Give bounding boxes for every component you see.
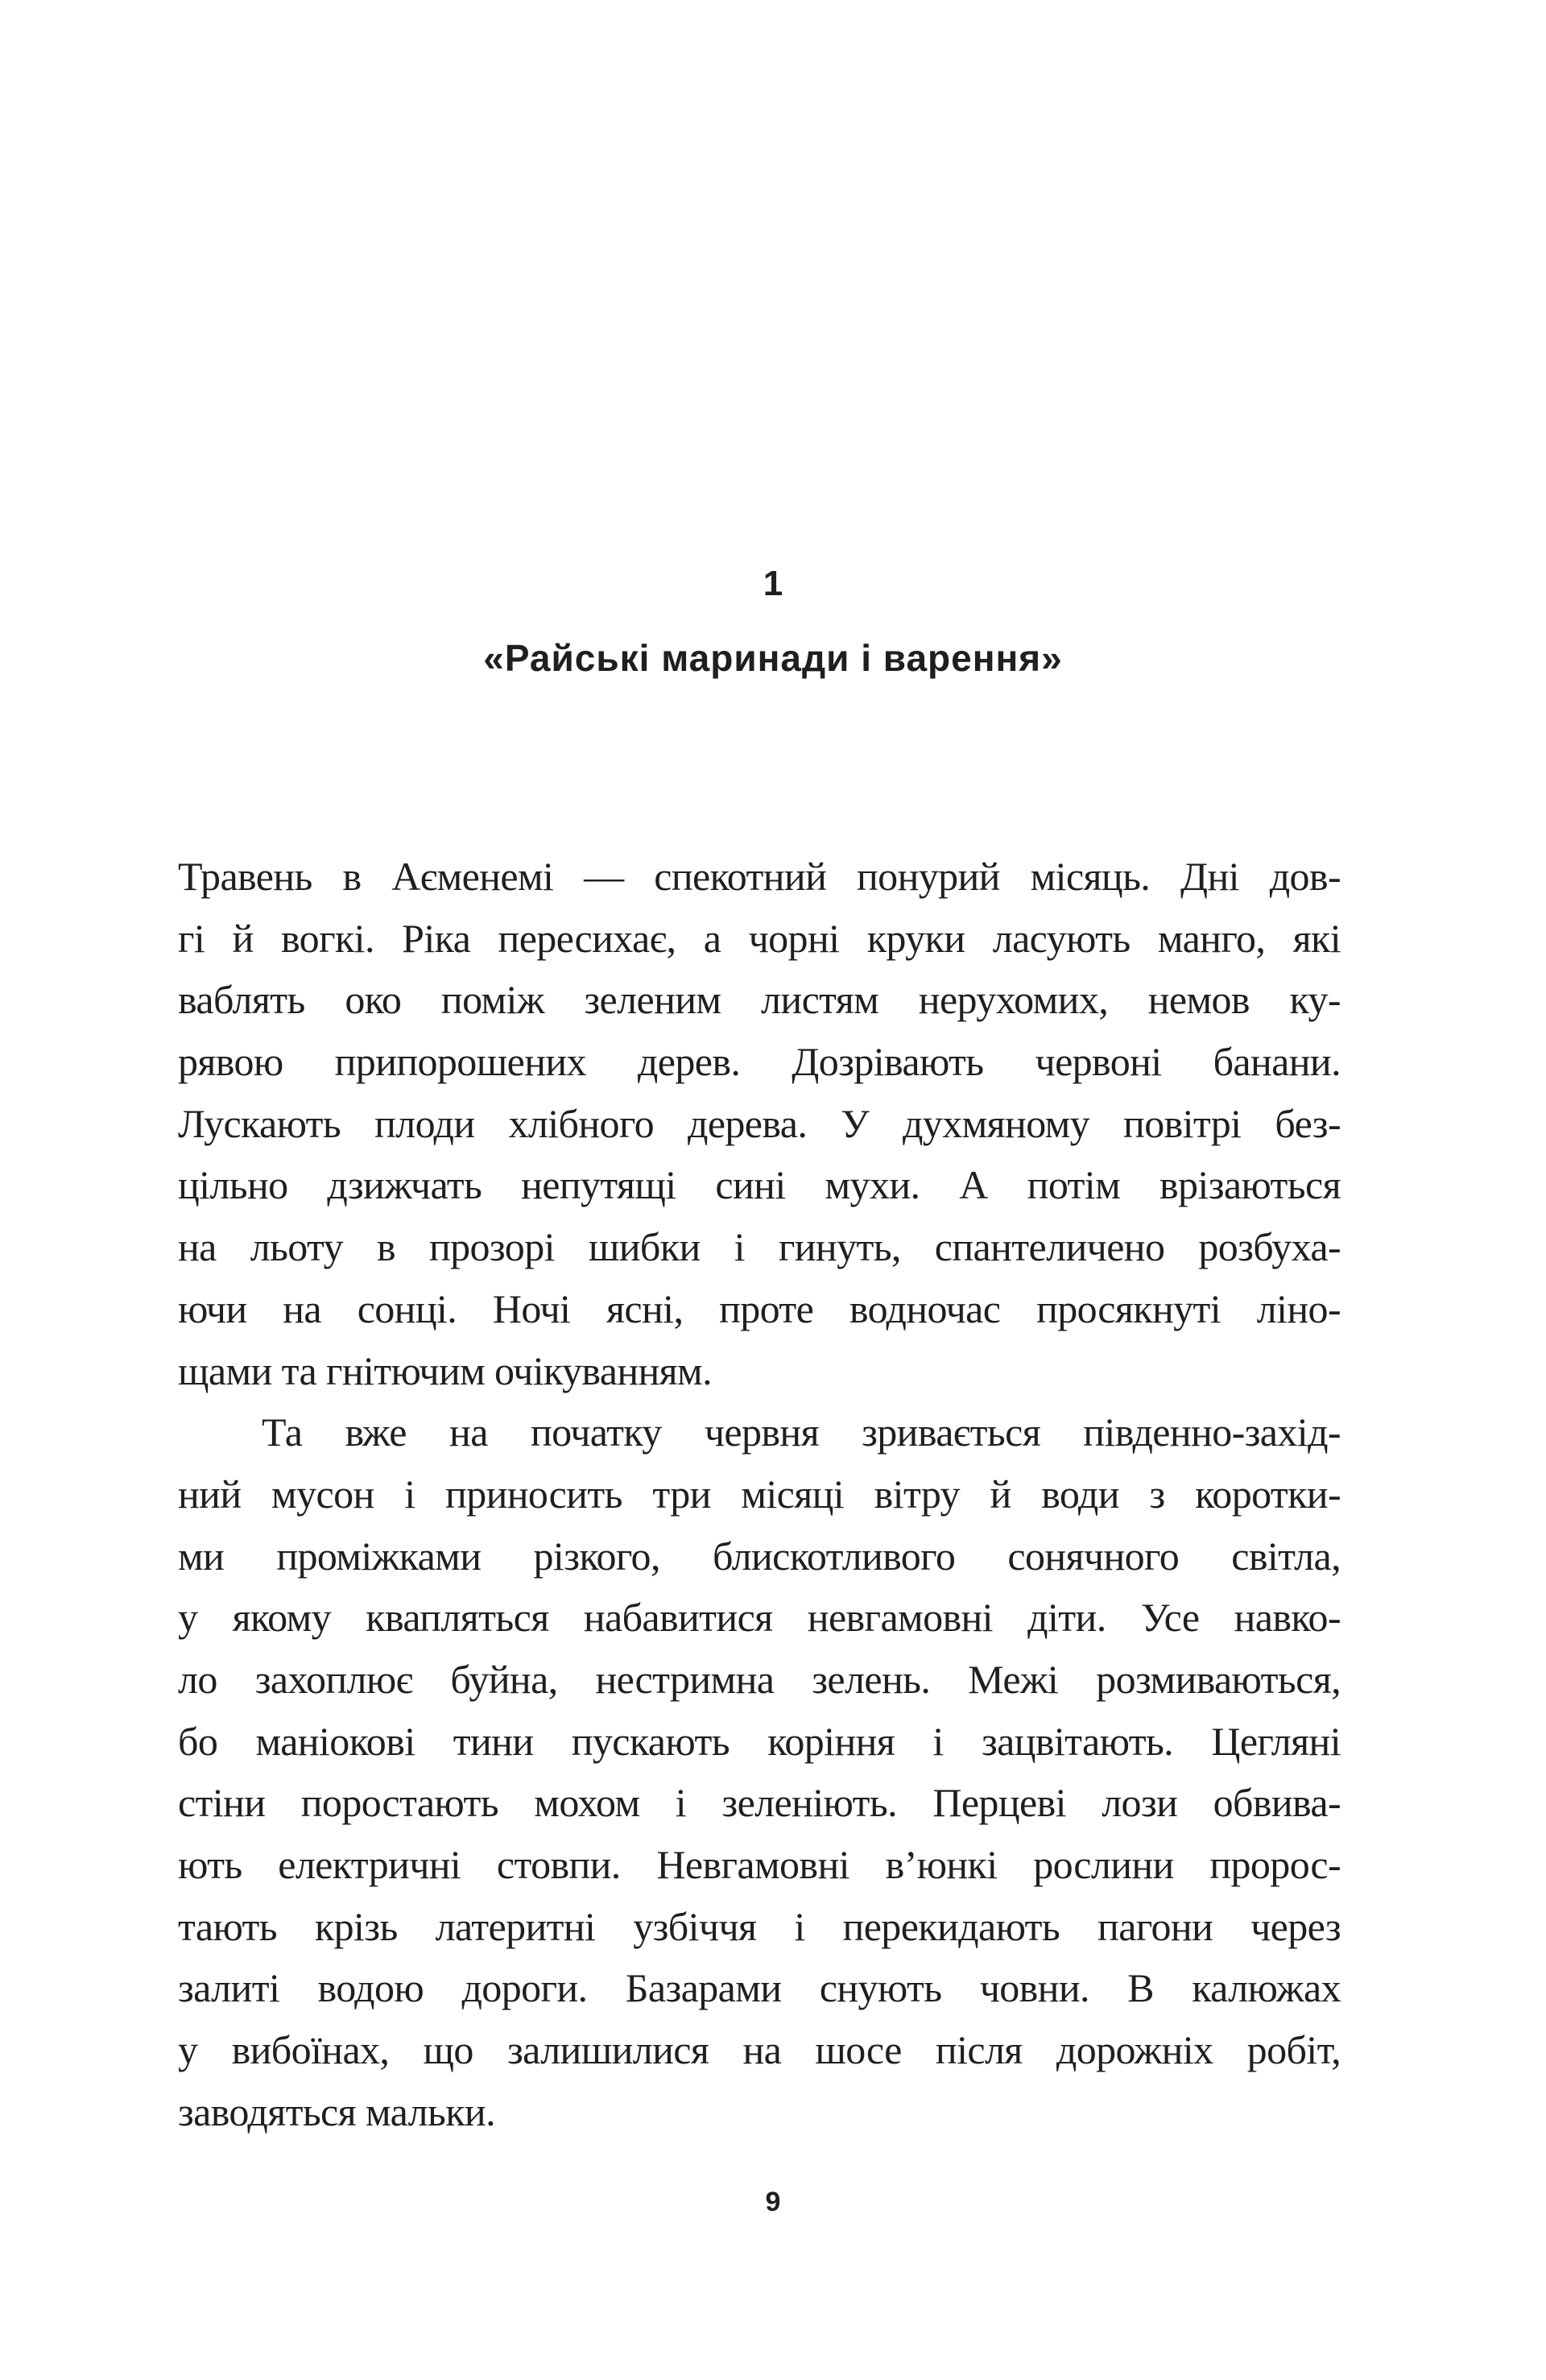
- text-line: бо маніокові тини пускають коріння і зацвітають. Цегляні: [178, 1718, 1341, 1764]
- page-number: 9: [765, 2187, 781, 2217]
- text-line: ми проміжками різкого, блискотливого сонячного світла,: [178, 1533, 1341, 1579]
- text-line: щами та гнітючим очікуванням.: [178, 1347, 712, 1393]
- body-text: [178, 850, 1341, 2146]
- text-line: гі й вогкі. Ріка пересихає, а чорні круки ласують манго, які: [178, 915, 1341, 961]
- text-line: ючи на сонці. Ночі ясні, проте водночас просякнуті ліно-: [178, 1285, 1341, 1331]
- text-line: у якому квапляться набавитися невгамовні діти. Усе навко-: [178, 1595, 1341, 1641]
- text-line: Лускають плоди хлібного дерева. У духмяному повітрі без-: [178, 1100, 1341, 1146]
- text-line: тають крізь латеритні узбіччя і перекидають пагони через: [178, 1903, 1341, 1949]
- chapter-number: 1: [763, 564, 783, 603]
- text-line: рявою припорошених дерев. Дозрівають червоні банани.: [178, 1039, 1341, 1085]
- text-line: ло захоплює буйна, нестримна зелень. Межі розмиваються,: [178, 1656, 1341, 1702]
- text-line: цільно дзижчать непутящі сині мухи. А потім врізаються: [178, 1162, 1341, 1208]
- chapter-title: «Райські маринади і варення»: [483, 637, 1063, 679]
- text-line: у вибоїнах, що залишилися на шосе після дорожніх робіт,: [178, 2027, 1341, 2073]
- text-line: Травень в Аєменемі — спекотний понурий місяць. Дні дов-: [178, 854, 1341, 899]
- text-line: на льоту в прозорі шибки і гинуть, спантеличено розбуха-: [178, 1224, 1341, 1270]
- text-line: Та вже на початку червня зривається південно-захід-: [262, 1409, 1341, 1455]
- text-line: заводяться мальки.: [178, 2088, 495, 2134]
- text-line: стіни поростають мохом і зеленіють. Перцеві лози обвива-: [178, 1780, 1341, 1826]
- text-line: ний мусон і приносить три місяці вітру й води з коротки-: [178, 1471, 1341, 1517]
- text-line: ють електричні стовпи. Невгамовні в’юнкі рослини пророс-: [178, 1842, 1341, 1887]
- text-line: залиті водою дороги. Базарами снують човни. В калюжах: [178, 1965, 1341, 2011]
- text-line: ваблять око поміж зеленим листям нерухомих, немов ку-: [178, 977, 1341, 1023]
